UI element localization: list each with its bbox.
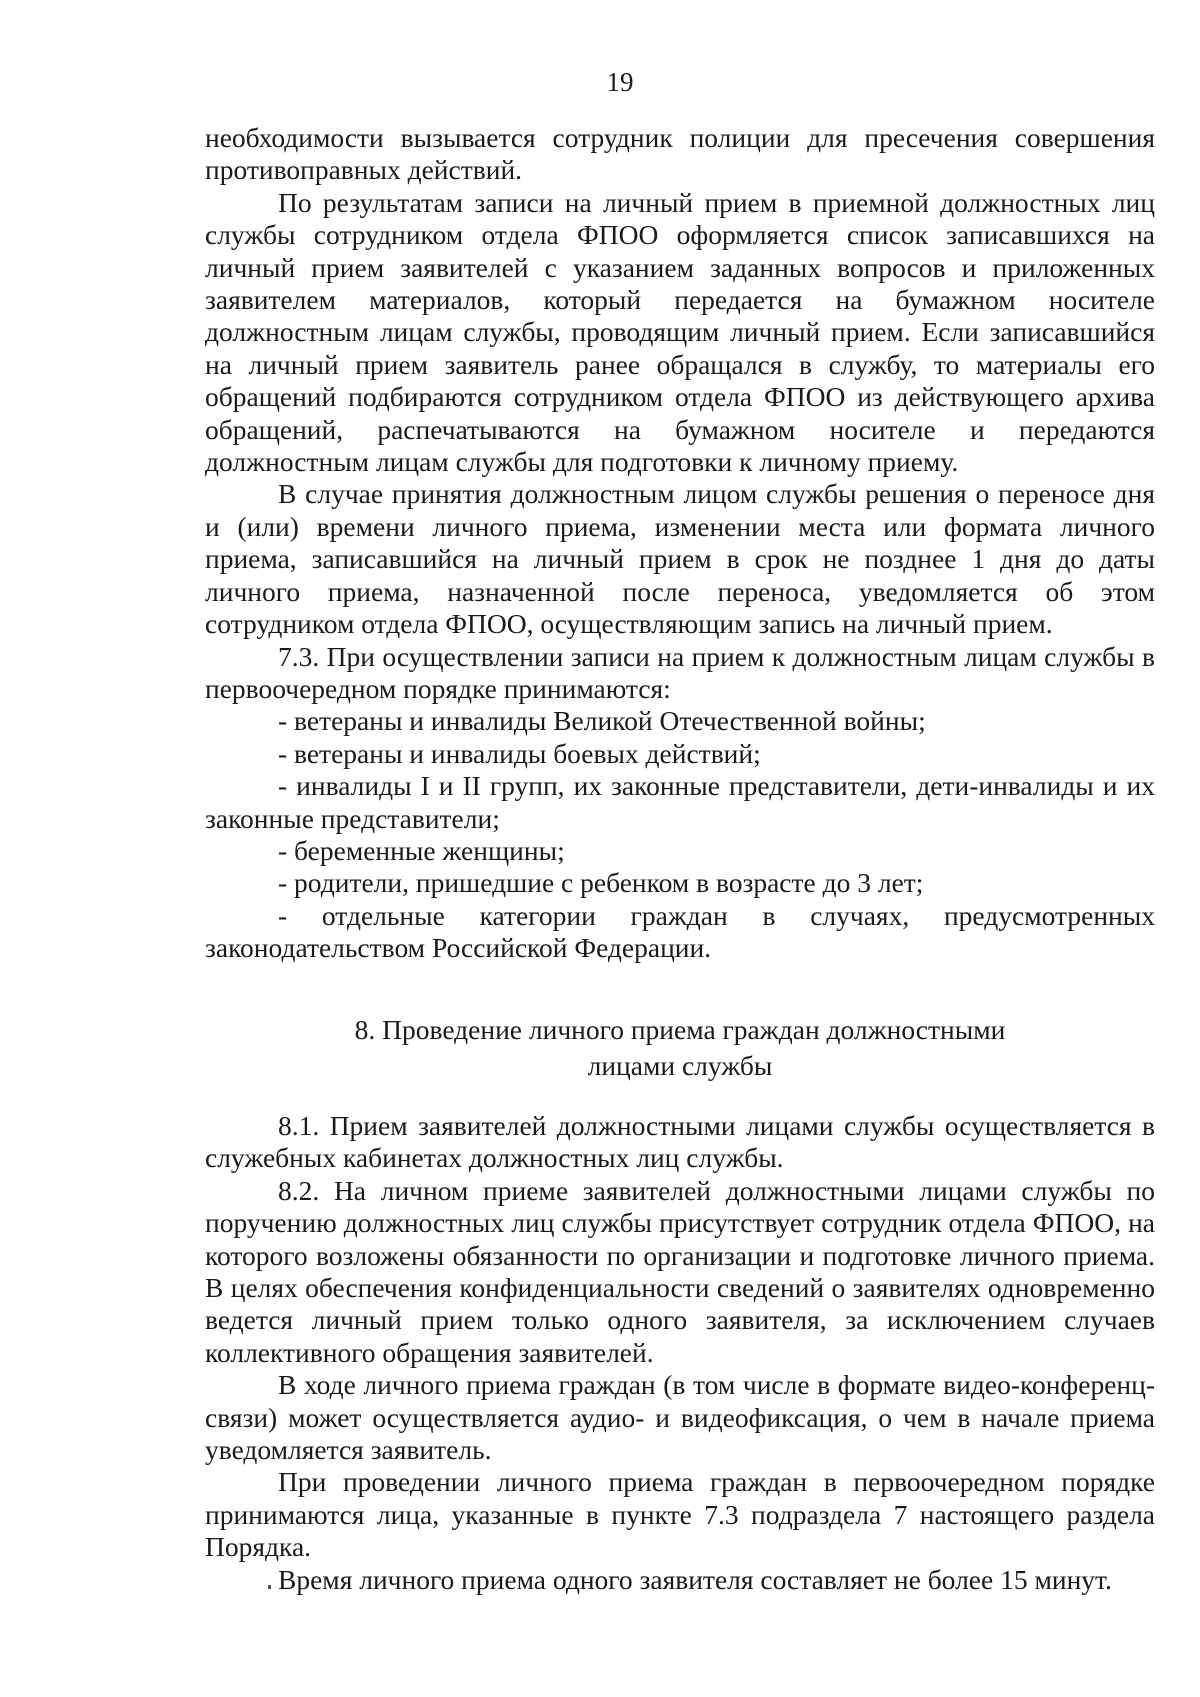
paragraph: Время личного приема одного заявителя составляет не более 15 минут. — [278, 1563, 1112, 1595]
paragraph: В ходе личного приема граждан (в том числе в формате видео-конференц-связи) может осуществляется аудио- и видеофиксация, о чем в начале приема уведомляется заявитель. — [205, 1369, 1155, 1466]
paragraph: При проведении личного приема граждан в первоочередном порядке принимаются лица, указанные в пункте 7.3 подраздела 7 настоящего раздела Порядка. — [205, 1466, 1155, 1563]
paragraph: - родители, пришедшие с ребенком в возрасте до 3 лет; — [278, 867, 924, 899]
section-heading-line-1: 8. Проведение личного приема граждан должностными — [354, 1014, 1006, 1045]
scan-artifact — [268, 1585, 271, 1589]
body-text-bottom — [205, 1110, 1155, 1596]
paragraph: В случае принятия должностным лицом службы решения о переносе дня и (или) времени личного приема, изменении места или формата личного приема, записавшийся на личный прием в срок не позднее 1 дня до даты личного приема, назначенной после переноса, уведомляется об этом сотрудником отдела ФПОО, осуществляющим запись на личный прием. — [205, 478, 1155, 640]
section-heading-line-2: лицами службы — [587, 1050, 773, 1081]
paragraph: необходимости вызывается сотрудник полиции для пресечения совершения противоправных действий. — [205, 122, 1155, 186]
paragraph: 7.3. При осуществлении записи на прием к должностным лицам службы в первоочередном порядке принимаются: — [205, 640, 1155, 704]
paragraph: - инвалиды I и II групп, их законные представители, дети-инвалиды и их законные представители; — [205, 770, 1155, 834]
paragraph: - ветераны и инвалиды боевых действий; — [278, 737, 761, 769]
paragraph: 8.1. Прием заявителей должностными лицами службы осуществляется в служебных кабинетах должностных лиц службы. — [205, 1110, 1155, 1174]
paragraph: По результатам записи на личный прием в приемной должностных лиц службы сотрудником отдела ФПОО оформляется список записавшихся на личный прием заявителей с указанием заданных вопросов и приложенных заявителем материалов, который передается на бумажном носителе должностным лицам службы, проводящим личный прием. Если записавшийся на личный прием заявитель ранее обращался в службу, то материалы его обращений подбираются сотрудником отдела ФПОО из действующего архива обращений, распечатываются на бумажном носителе и передаются должностным лицам службы для подготовки к личному приему. — [205, 186, 1155, 478]
section-heading — [205, 1012, 1155, 1084]
paragraph: - отдельные категории граждан в случаях, предусмотренных законодательством Российской Федерации. — [205, 899, 1155, 964]
page-number: 19 — [606, 67, 634, 97]
paragraph: - беременные женщины; — [278, 834, 565, 866]
paragraph: - ветераны и инвалиды Великой Отечественной войны; — [278, 705, 926, 737]
paragraph: 8.2. На личном приеме заявителей должностными лицами службы по поручению должностных лиц службы присутствует сотрудник отдела ФПОО, на которого возложены обязанности по организации и подготовке личного приема. В целях обеспечения конфиденциальности сведений о заявителях одновременно ведется личный прием только одного заявителя, за исключением случаев коллективного обращения заявителей. — [205, 1174, 1155, 1368]
body-text-top — [205, 122, 1155, 965]
